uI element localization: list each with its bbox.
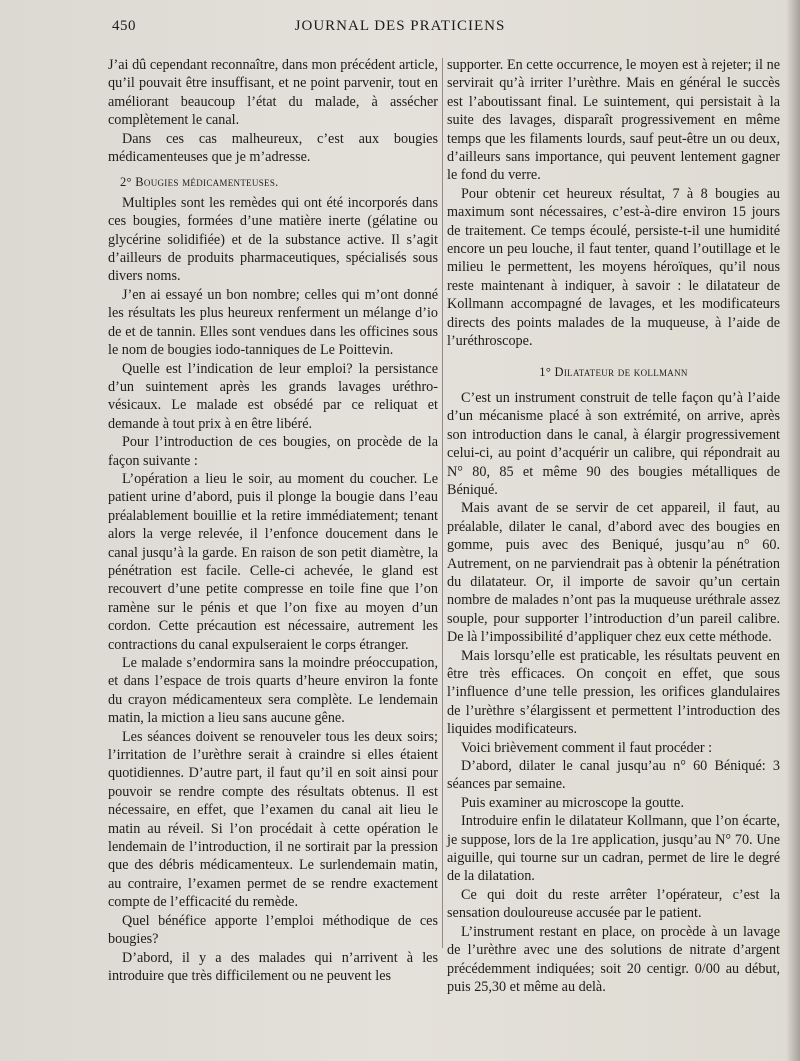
paragraph: J’en ai essayé un bon nombre; celles qui m’ont donné les résultats les plus heureux renferment un mélange d’io de et de tannin. Elles sont vendues dans les officines sous le nom de bougies iodo-tanniques de Le Poittevin. (108, 286, 438, 359)
paragraph: J’ai dû cependant reconnaître, dans mon précédent article, qu’il pouvait être insuffisant, et ne point parvenir, tout en améliorant beaucoup l’état du malade, à assécher complètement le canal. (108, 57, 438, 129)
paragraph: L’opération a lieu le soir, au moment du coucher. Le patient urine d’abord, puis il plonge la bougie dans l’eau préalablement bouillie et la retire immédiatement; tenant alors la verge relevée, il l’enfonce doucement dans le canal jusqu’à la garde. En raison de son petit diamètre, la pénétration est facile. Celle-ci achevée, le gland est recouvert d’une petite compresse en toile fine que l’on ramène sur le pénis et que l’on fixe au moyen d’un cordon. Cette précaution est nécessaire, autrement les contractions du canal expulseraient le corps étranger. (108, 470, 438, 653)
paragraph: Pour l’introduction de ces bougies, on procède de la façon suivante : (108, 434, 438, 469)
paragraph: Voici brièvement comment il faut procéder : (461, 739, 713, 756)
page-edge-shadow (786, 0, 800, 1061)
page-number: 450 (112, 18, 136, 34)
paragraph: supporter. En cette occurrence, le moyen est à rejeter; il ne servirait qu’à irriter l’urèthre. Mais en général le succès est l’aboutissant final. Le suintement, qui persistait à la suite des lavages, disparaît progressivement en même temps que les filaments lourds, sauf peut-être un ou deux, d’ailleurs sans importance, qui peuvent lentement gagner le fond du verre. (447, 57, 780, 184)
paragraph: Le malade s’endormira sans la moindre préoccupation, et dans l’espace de trois quarts d’heure environ la fonte du crayon médicamenteux sera complète. Le lendemain matin, la miction a lieu sans aucune gêne. (108, 655, 438, 727)
paragraph: Multiples sont les remèdes qui ont été incorporés dans ces bougies, formées d’une matière inerte (gélatine ou glycérine solidifiée) et de la substance active. Il s’agit d’ailleurs de produits pharmaceutiques, spécialisés sous divers noms. (108, 194, 438, 285)
paragraph: Ce qui doit du reste arrêter l’opérateur, c’est la sensation douloureuse accusée par le patient. (447, 886, 780, 922)
right-column (447, 56, 780, 996)
paragraph: D’abord, dilater le canal jusqu’au n° 60 Béniqué: 3 séances par semaine. (447, 758, 780, 793)
paragraph: Quelle est l’indication de leur emploi? la persistance d’un suintement après les grands lavages uréthro-vésicaux. Le malade est obsédé par ce reliquat et demande à tout prix à en être libéré. (108, 360, 438, 432)
section-heading: 2° Bougies médicamenteuses. (120, 175, 279, 190)
paragraph: Quel bénéfice apporte l’emploi méthodique de ces bougies? (108, 912, 438, 948)
paragraph: Mais lorsqu’elle est praticable, les résultats peuvent en être très efficaces. On conçoit en effet, que sous l’influence d’une telle pression, les orifices glandulaires de l’urèthre s’élargissent et permettent l’introduction des liquides modificateurs. (447, 647, 780, 738)
page-header (0, 18, 800, 42)
left-column (108, 56, 438, 985)
paragraph: C’est un instrument construit de telle façon qu’à l’aide d’un mécanisme placé à son extrémité, on arrive, après son introduction dans le canal, à élargir progressivement celui-ci, au point d’acquérir un calibre, qui répondrait au N° 80, 85 et même 90 des bougies métalliques de Béniqué. (447, 389, 780, 498)
paragraph: Les séances doivent se renouveler tous les deux soirs; l’irritation de l’urèthre serait à craindre si elles étaient quotidiennes. D’autre part, il faut qu’il en soit ainsi pour pouvoir se rendre compte des résultats obtenus. Il est nécessaire, en effet, que l’examen du canal ait lieu le matin au réveil. Si l’on procédait à cette opération le lendemain de l’introduction, il ne sortirait par la pression que des débris médicamenteux. Le surlendemain matin, au contraire, l’examen permet de se rendre exactement compte de l’efficacité du remède. (108, 728, 438, 911)
section-heading: 1° Dilatateur de kollmann (539, 364, 688, 379)
column-divider (442, 58, 443, 948)
paragraph: Puis examiner au microscope la goutte. (461, 794, 684, 811)
paragraph: Pour obtenir cet heureux résultat, 7 à 8 bougies au maximum sont nécessaires, c’est-à-dire environ 15 jours de traitement. Ce temps écoulé, persiste-t-il une humidité encore un peu louche, il faut tenter, quand l’outillage et le milieu le permettent, les moyens héroïques, qu’il nous reste maintenant à indiquer, à savoir : le dilatateur de Kollmann accompagné de lavages, et les modificateurs directs des points malades de la muqueuse, à l’aide de l’uréthroscope. (447, 185, 780, 350)
paragraph: L’instrument restant en place, on procède à un lavage de l’urèthre avec une des solutions de nitrate d’argent précédemment indiquées; soit 20 centigr. 0/00 au début, puis 25,30 et même au delà. (447, 923, 780, 995)
paragraph: D’abord, il y a des malades qui n’arrivent à les introduire que très difficilement ou ne peuvent les (108, 949, 438, 984)
journal-title: JOURNAL DES PRATICIENS (294, 18, 506, 34)
paragraph: Mais avant de se servir de cet appareil, il faut, au préalable, dilater le canal, d’abord avec des bougies en gomme, puis avec des Beniqué, jusqu’au n° 60. Autrement, on ne parviendrait pas à obtenir la pénétration du dilatateur. Or, il importe de savoir qu’un certain nombre de malades n’ont pas la muqueuse uréthrale assez souple, pour supporter l’introduction d’un pareil calibre. De là l’impossibilité d’appliquer chez eux cette méthode. (447, 500, 780, 646)
paragraph: Dans ces cas malheureux, c’est aux bougies médicamenteuses que je m’adresse. (108, 130, 438, 166)
paragraph: Introduire enfin le dilatateur Kollmann, que l’on écarte, je suppose, lors de la 1re application, jusqu’au N° 70. Une aiguille, qui tourne sur un cadran, permet de lire le degré de la dilatation. (447, 813, 780, 885)
